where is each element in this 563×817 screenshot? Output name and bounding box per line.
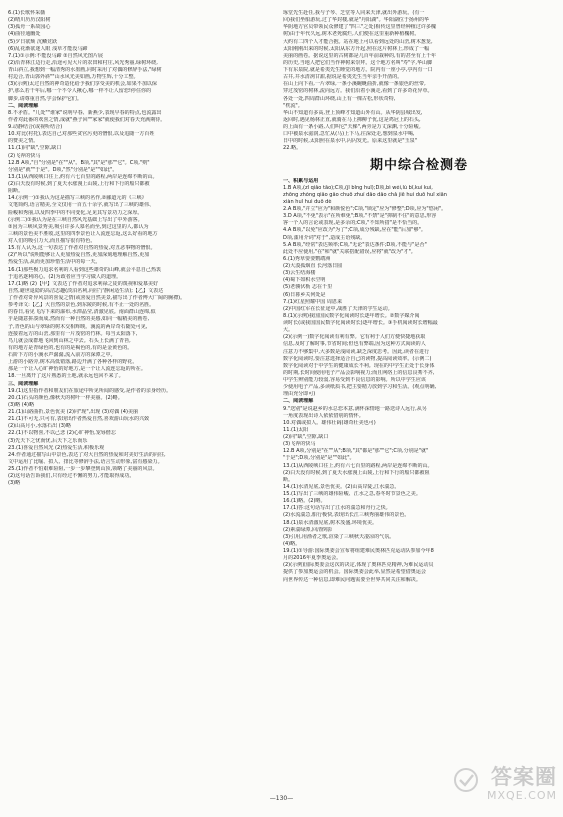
answer-line: 15.(1)写出了三峡的雄伟险峻、江水之急,春冬时节景色之美。 [283,491,421,497]
answer-line: (2)中国红军在长征途中,战胜了天津的学生运动。 [283,305,393,312]
answer-line: 19.(1)这里指作者和朋友们在旅途中所见所闻的感受,是作者的亲身经历。 [8,387,172,394]
answer-line: 参考译文:【乙】大自然的景色,到东陵的时候,有不止一处的名胜。 [8,302,155,309]
answer-line: 口中被泉水滋润,急忙从(马)上下马,往深处走,想到泉水中喝, [283,131,415,138]
answer-line: 17.(1)略 (2)【甲】文表达了作者对追求利禄之徒的蔑视和爱慕美好 [8,280,159,287]
answer-line: 少使用电子产品,多读纸质书,把主要精力放到学习和生活。(观点明确, [283,384,437,391]
answer-line: (2)(示例)国际奥委会这次的决定,体现了奥林匹克精神,为难民运动员 [283,562,434,569]
answer-line: 文中运用了比喻、拟人、排比等修辞手法,语言生动形象,富有感染力。 [8,458,163,465]
answer-line: 一、积累与运用 [283,177,319,184]
answer-line: 10.对比(衬托),表达自己对那些贪官污吏的憎恨,以及追随一方百姓 [8,131,155,138]
answer-line: 17.(1)答:这句话写出了江水的湍急和舟行之快。 [283,505,391,512]
exam-title: 期中综合检测卷 [369,157,468,173]
answer-line: 二、阅读理解 [8,102,39,109]
answer-line: (2)山高月小,水落石出 (3)略 [8,423,71,430]
answer-line: zhōng zhǒng qiǎo gǎo chuō zhuí dāo dǎo chǎ jiē huí duō huī xiān [283,191,447,198]
answer-line: 5.A B项,"经常"表达频率;C项,"无论"表达条件;D项,不能与"是否" [283,241,427,248]
answer-line: 的上面有一条小路,人们叫它"天梯",两旁是万丈深渊,十分险峻。 [283,124,424,130]
watermark-logo [439,765,557,811]
answer-line: 6.(1)长歌怀采薇 [8,10,46,16]
answer-line: 8.(1)(示例)我国国民数字化阅读时长逐年增长。②数字媒介阅 [283,312,420,319]
answer-line: 在山上向下看,一片翠绿,一条小溪蜿蜒曲折,就像一条银色的丝带, [283,81,426,88]
answer-line: 18.一旦离开了这片熟悉的土地,就永远也回不来了。 [8,373,124,380]
answer-line: (5)夕日欲颓 沉鳞竞跃 [8,38,58,45]
answer-line: (3)先天下之忧而忧,后天下之乐而乐 [8,437,88,444]
answer-line: 村边合,青山郭外斜""山水风光美如画,万物生辉,十分工整。 [8,74,139,81]
answer-line: (3)孤舟一系故园心 [8,24,51,31]
answer-line: 三峡的景色美不胜收,这里的四季景色让人流连忘返,这么好看的地方 [8,230,158,237]
answer-line: 二、阅读理解 [283,398,314,405]
answer-line: 三、阅读理解 [8,380,39,387]
answer-line: 美丽的画卷。据说这里的古树都是几百年前栽种的,有的甚至有上千年 [283,52,437,59]
answer-line: 作者对此番的欢喜之情,成就"燕子回""家家"就使我们对春天充满期待。 [8,116,166,123]
answer-line: 断。 [283,476,294,483]
answer-line: 1.B A项,(zǐ qiǎo tāo);C项,(jǐ bǐng huī);D项,bì wéi,lù bī,kuí kuì, [283,184,433,191]
page-number: —130— [269,795,294,802]
answer-line: 10.对偶或拟人。雄伟壮阔(雄奇壮美也可) [283,419,376,426]
answer-line: 热爱生活,从而更加珍惜生活中的每一天。 [8,259,101,266]
answer-line: 23.(1)喜爱自然风光 (2)热爱生活,积极乐观 [8,444,105,451]
answer-line: 客一个人的言论或表现,是多余的;C项,"不知所措"是不恰当的。 [283,220,423,227]
answer-line: 华阴地方官员带领民众修建了"四三"之处(相传这里曾经种植过许多槐 [283,24,436,31]
answer-line: 回)我们坐船游玩,过了华封楼,就是"丹阳湖"。华阳湖位于扬州的华 [283,17,430,24]
answer-line: 9.动静结合(或视听结合) [8,124,63,130]
answer-line: 的历史,当地人把它们当作神树来崇拜。这个地方名叫"寿"字,华山脚 [283,59,433,66]
answer-line: 日中的时候,太阳照在泉水中,闪闪发光。原来这里就是"玉泉" [283,138,418,145]
answer-line: 数字化阅读时,要注意选择适合自己的读物,提高阅读效率。(示例二) [283,355,432,362]
answer-line: 分别是"就""于是"。D项,"然"分别是"是""如此"。 [8,166,118,173]
answer-line: 读时长(或我国国民数字化阅读时长)逐年增长。③手机阅读时长增幅最 [283,320,438,326]
answer-line: (4)蜀下如积水空明 [283,277,326,284]
answer-line: (3)(示例)太过自然的神奇造化给予我们享受美的机会,如果不加以保 [8,81,157,88]
watermark-text: 答案圈 [491,765,557,789]
answer-line: (2)素湍绿潭,回清倒影 [283,526,333,533]
answer-line: 大约有二四个人才能合抱。站在地上可以看到远处的山峦,树木葱茏, [283,38,433,45]
answer-line: (5)老骥伏枥 志在千里 [283,284,333,291]
answer-line: 石阶下方的小溪水声潺潺,流入前方的深潭之中。 [8,352,116,358]
answer-line: "枕流"。 [283,102,303,109]
answer-line: 鸟儿就会成群地飞回到山林之中去。石头上长满了青苔, [8,337,131,344]
answer-line: 护,那么若干年后,哪一个不令人揪心,哪一样不让人留恋!停住你的 [8,88,152,95]
answer-line: 21.(1)山路曲折,景色优美 (2)同"现",出现 (3)对偶 (4)美丽 [8,409,139,415]
answer-line: 的赞美之情。 [8,138,39,145]
answer-line: 25.(1)作者不怕艰难险阻,一步一步攀登到山顶,领略了美丽的风景。 [8,466,158,472]
answer-line: 向世界传达一种信息,即难民问题需要全世界共同关注和解决。 [283,576,421,583]
answer-line: 8.不矛盾。"几处""谁家"说明早春、新燕少,表现早春的特点,也流露出 [8,109,162,116]
answer-column-right [283,10,555,584]
answer-line: (2)白天没有时候,到了夏天水涨漫上山陵,上行和下行的船只都被 [8,181,150,187]
answer-line: 11.(1)同"缺",空隙,缺口 [8,145,62,152]
answer-line: 7.(1)红星照耀中国 周恩来 [283,298,342,305]
answer-line: (2)飞奔的快马 [8,152,41,159]
answer-line: (4)曲径通幽处 [8,31,41,38]
answer-line: 19.(1)①导游:国际奥委会宣布将组建难民奥林匹克运动队参加今年8 [283,548,434,554]
answer-line: 文笔简约,语言精美,全文仅用一百五十余字,就写出了三峡的雄伟、 [8,202,155,209]
answer-line: 下有东泉院,就是希夷先生睡觉的地方。院内有一座小亭,亭内有一口 [283,67,433,73]
answer-line: 6.(1)秀草要要鹦鹉洲 [283,255,331,262]
answer-line: "于是";D项,分别是"是""如此"。 [283,455,355,462]
answer-line: (2)(示例一)数字化阅读有利有弊。它有利于人们方便快捷地获取 [283,334,426,341]
answer-line: 20.(1)石头的颜色,像秋天的树叶一样美丽。(2)略。 [8,394,123,401]
answer-line: 12.B A项,分别是"在""从";B项,"其"都是"那""它";C项,分别是"就" [283,448,429,455]
right-column-top-answers [283,10,555,153]
answer-line: 13.(1)从西陵峡口往上,约有六七百里的路程,两岸是连绵不断的山。 [8,173,158,180]
answer-line: 12.B A项,"自"分别是"在""从"。B项,"其"是"那""它"。C项,"则" [8,159,150,166]
answer-line: 7.(1)①示例:不能没马蹄 ②自然风光图片展 [8,52,103,59]
answer-line: 了作者对奇异风景的喜爱之情(或喜爱自然美景,描写出了作者博大广阔的胸襟)。 [8,295,186,301]
answer-line: 险峻和秀丽,以及四季中的不同变化,足见其写景功力之深厚。 [8,209,143,216]
answer-line: 注意力不够集中,大多数是浅阅读,缺乏深度思考。因此,读者在进行 [283,348,430,355]
answer-line: 那是一个让人心旷神怡的好地方,是一个让人流连忘返的所在。 [8,366,146,373]
answer-line: 信息,及时了解时事,节省时间;但也有弊端,因为这种方式阅读的人 [283,341,426,348]
answer-line: (3)飞奔的快马 [283,441,316,448]
answer-line: 自然,避世退隐的高洁志趣(淡泊名利,向往宁静闲适生活);【乙】文表达 [8,287,164,294]
answer-line: (3)云生结海楼 [283,270,316,277]
answer-line: 古井,井水清冽甘甜,据说是希夷先生当年亲手开凿的。 [283,74,403,81]
answer-line: 24.作者通过描写山中景色,表达了对大自然的热爱和对美好生活的向往, [8,451,166,458]
answer-line: (6)日暮乡关何处是 [283,291,326,298]
answer-line: 上游的小路旁,树木高低错落,路边开满了各种各样的野花。 [8,359,138,366]
right-column-bottom-answers [283,178,555,584]
answer-line: 华山不知道有多高,登上顶峰才知道山外有山。从华阴县城出发, [283,109,423,116]
answer-line: 11.(1)太阳 [283,426,309,433]
answer-line: 穿过茂密的树林,流向远方。我们沿着小溪走,看到了许多奇花异草。 [283,88,433,95]
answer-line: (3)略 (4)略 [8,401,34,408]
answer-line: (2)这句话告诉我们,只有经过不懈的努力,才能取得成功。 [8,473,135,480]
answer-line: 的春日,看见飞泻下来的瀑布,水潭晶莹,清澈见底。南面群山连绵,似 [8,309,156,316]
answer-line: 22.(1)不以物喜,不以己悲 (2)心旷神怡,宠辱偕忘 [8,430,116,437]
answer-line: 16.(1)略。(2)略。 [283,498,326,505]
answer-line: (2)水流湍急,船行极快,表现出长江三峡秀丽雄伟的景色。 [283,512,410,519]
answer-line: 21.(1)不可无,只可有,表现出作者热爱自然,喜欢游山玩水的兴致 [8,416,150,423]
answer-line: 2.A B项,"并立"应为"和颜悦色";C项,"锁定"应为"修整";D项,应为"悠闲"。 [283,206,447,212]
answer-line: 3.D A项,"不免"表示"在所难免";B项,"不禁"是"抑制不住"的意思,形容 [283,213,437,220]
answer-line: (2)"所以"说明能够让人更加热爱自然,更加深刻地理解自然,更加 [8,252,150,259]
answer-line: (2)晴川历历汉阳树 [8,17,51,24]
answer-line: 此处不应使用,"在"和"就"关联搭配错误,应将"就"改为"才"。 [283,248,416,255]
answer-line: 16.(1)那些极力追求名利的人看到这些雄奇的山峰,就会平息自己热衷 [8,266,162,273]
answer-line: 乎是随意拼凑而成,然而有一种自然的美感,如同一幅精美的画卷, [8,316,150,323]
answer-line: 月的2016年夏季奥运会。 [283,555,342,562]
answer-line: ②因为三峡风景秀美,吸引许多人慕名而至,到过这里的人,都认为 [8,223,149,230]
answer-line: 有的地方是青绿色的,也有的是褐色的,有的是金黄色的。 [8,344,133,351]
answer-line: 阻断。 [8,188,24,195]
answer-line: 理由充分即可) [283,391,316,398]
answer-line: (2)同"缺",空隙,缺口 [283,434,329,440]
answer-line: (3)略 [8,480,21,487]
answer-line: (2)大漠孤烟直 长河落日圆 [283,263,343,269]
answer-line: 琢堂先生赴任,我与子琴、芝堂等人同来天津,就出外游玩。(有一 [283,10,425,16]
answer-line: D项,滥用介词"对于",造成主语残缺。 [283,234,366,241]
answer-line: (3)引用,用渔者之歌,渲染了三峡秋天凄凉的气氛。 [283,533,395,540]
answer-line: 15.有人认为,这一句表达了作者对自然的热爱,对丑恶事物的憎恨。 [8,245,156,252]
answer-line: 树)由于年代久远,树木老死腐烂,人们便在这里重新种植槐树。 [283,31,420,38]
watermark-url: MXQE.COM [487,789,557,802]
answer-line: 提供了参加奥运会的机会。国际奥委会此举,显然是希望借奥运会 [283,569,426,576]
answer-line: (2)沿青林江边行走,沿途可见大片的农田和村庄,风光秀丽,绿树环绕, [8,59,158,66]
answer-line: xiàn huǐ huì duō dè [283,198,332,205]
answer-line: 14.(1)水清见底,景色优美。(2)山高岸陡,江水湍急。 [283,483,400,490]
answer-line: 22.略。 [283,145,302,152]
answer-line: 子,青色的山与翠绿的树木交相辉映。溪流的两岸奇石随处可见, [8,323,148,330]
answer-line: 一角度表现出诗人依依惜别的情怀。 [283,412,364,419]
answer-line: 连接着远方的山峦,那里有一片茂密的竹林。每当太阳落下, [8,330,138,337]
answer-line: 各处一处,四周群山环绕,山上有一棵古松,形状奇特, [283,95,396,102]
answer-line: (示例二)①我认为是在三峡自然风光基础上写出了中外游客。 [8,216,143,223]
watermark-badge-icon [453,767,479,793]
answer-line: 13.(1)从西陵峡口往上,约有六七百里的路程,两岸是连绵不断的山。 [283,462,433,469]
answer-line: 9."送别"是说赵乡的水总恋本意,满怀深情地一路送诗人远行,从另 [283,405,427,412]
answer-line: 4.A B项,"以免"应改为"为了";C项,成分残缺,应在"能"后加"够"。 [283,227,426,234]
answer-line: 太阳刚刚出来的时候,太阳从东方升起,照在这片树林上,形成了一幅 [283,45,430,52]
answer-line: 大。 [283,327,294,334]
answer-line: 对人们的吸引力大,而且描写很有特色。 [8,238,96,244]
answer-line: 的时期,长时间使用电子产品会影响视力;而且网络上的信息良莠不齐, [283,369,435,376]
answer-line: 青山斜立,我想到一幅清秀的水墨画,同时采用了对偶的修辞手法,"绿树 [8,67,162,73]
answer-line: 18.(1)泉水清澈见底,树木茂盛,环境优美。 [283,519,378,526]
answer-line: 返回时,遇见杨林正直,就骑在马上拂柳子优,这是鸡冠上的石头, [283,116,421,123]
answer-line: 数字化阅读对于中学生的健康成长不利。现在的中学生正处于长身体 [283,362,435,369]
answer-line: 于追名逐利的心。(2)为政者应当学习做人的道理。 [8,273,122,280]
answer-column-left [8,10,274,487]
answer-line: 14.(示例一)①我认为这是描写三峡的名作,②郦道元的《三峡》 [8,195,147,202]
answer-line: (2)白天没有时候,到了夏天水涨漫上山陵,上行和下行的船只都被阻 [283,469,430,476]
answer-line: 脚步,请尊重自然,学会保护它们。 [8,95,82,102]
answer-line: 中学生辨别能力较弱,容易受到不良信息的影响。所以中学生应该 [283,377,426,383]
answer-line: (4)略。 [283,540,301,547]
answer-line: (6)乱花渐欲迷人眼 浅草才能没马蹄 [8,45,88,52]
